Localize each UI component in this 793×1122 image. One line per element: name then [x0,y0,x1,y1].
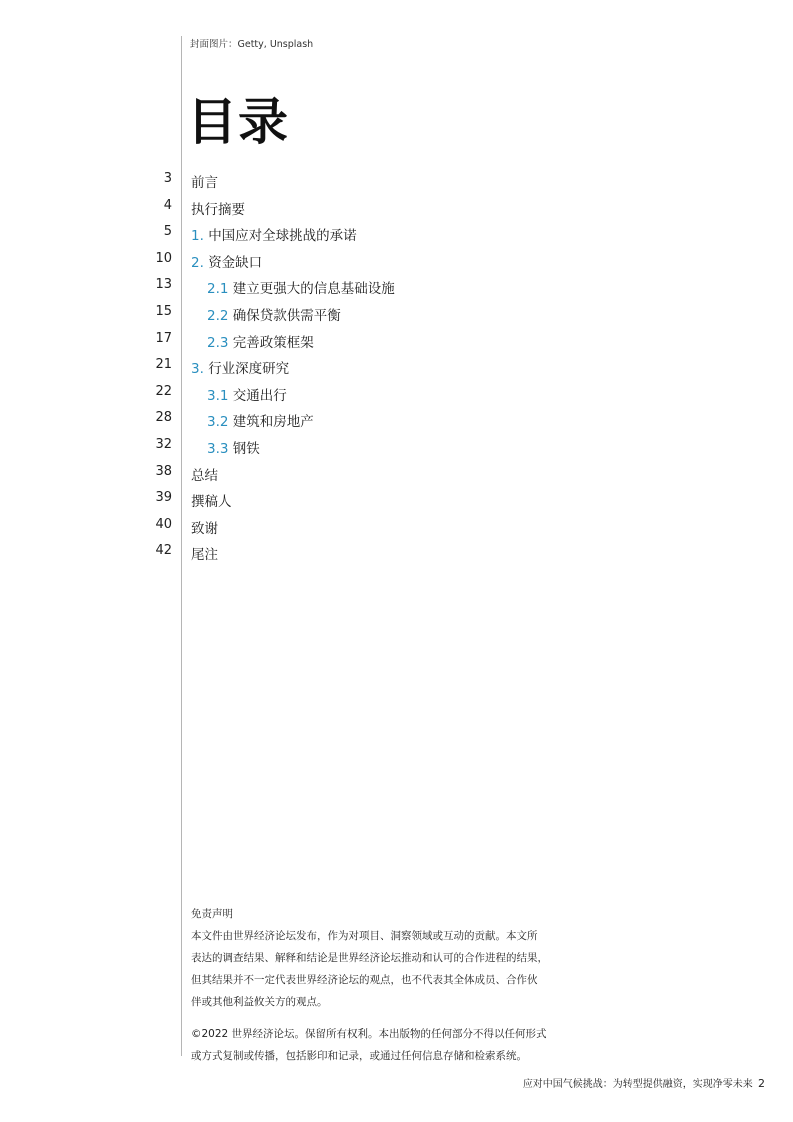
toc-item[interactable] [0,434,793,461]
toc-page-number: 5 [163,224,172,240]
toc-entry[interactable] [191,464,218,484]
toc-entry[interactable] [191,171,218,191]
cover-credit: 封面图片：Getty, Unsplash [190,39,314,50]
toc-page-number: 42 [155,543,172,559]
toc-item[interactable] [0,540,793,567]
toc-label: 建立更强大的信息基础设施 [232,281,395,298]
disclaimer-line: 但其结果并不一定代表世界经济论坛的观点，也不代表其全体成员、合作伙 [191,974,538,986]
table-of-contents [0,168,793,567]
disclaimer-heading: 免责声明 [191,908,233,920]
toc-item[interactable] [0,381,793,408]
toc-entry[interactable] [191,198,245,218]
toc-entry[interactable] [191,224,357,244]
toc-entry[interactable] [207,277,395,297]
toc-label: 致谢 [191,520,218,537]
toc-label: 确保贷款供需平衡 [232,307,341,324]
toc-label: 前言 [191,175,218,191]
toc-entry[interactable] [207,437,260,457]
toc-section-number: 3.3 [207,440,229,457]
page-footer [523,1075,765,1090]
disclaimer-line: 伴或其他利益攸关方的观点。 [191,996,328,1008]
toc-item[interactable] [0,248,793,275]
toc-item[interactable] [0,274,793,301]
toc-section-number: 2.2 [207,307,229,324]
toc-label: 建筑和房地产 [232,414,314,431]
toc-item[interactable] [0,461,793,488]
toc-label: 中国应对全球挑战的承诺 [208,228,357,245]
toc-page-number: 17 [155,330,172,346]
toc-page-number: 22 [155,383,172,399]
toc-label: 钢铁 [232,440,260,457]
toc-page-number: 10 [155,250,172,266]
toc-page-number: 38 [155,463,172,479]
toc-section-number: 3.2 [207,414,229,431]
toc-section-number: 2.1 [207,281,229,298]
toc-section-number: 3. [191,361,204,378]
toc-item[interactable] [0,168,793,195]
toc-label: 行业深度研究 [208,361,290,378]
disclaimer [191,903,561,1067]
toc-item[interactable] [0,487,793,514]
toc-label: 尾注 [191,547,218,564]
toc-entry[interactable] [191,517,218,537]
toc-label: 资金缺口 [208,254,263,271]
toc-page-number: 40 [155,516,172,532]
copyright-line: ©2022 世界经济论坛。保留所有权利。本出版物的任何部分不得以任何形式 [191,1028,547,1040]
toc-page-number: 39 [155,490,172,506]
toc-page-number: 28 [155,410,172,426]
disclaimer-line: 本文件由世界经济论坛发布，作为对项目、洞察领域或互动的贡献。本文所 [191,930,538,942]
toc-page-number: 21 [155,357,172,373]
toc-section-number: 2.3 [207,334,229,351]
toc-item[interactable] [0,514,793,541]
paragraph-gap [191,1013,561,1023]
toc-label: 完善政策框架 [232,334,314,351]
toc-item[interactable] [0,328,793,355]
copyright-line: 或方式复制或传播，包括影印和记录，或通过任何信息存储和检索系统。 [191,1050,527,1062]
toc-label: 执行摘要 [191,201,245,218]
toc-item[interactable] [0,301,793,328]
page-title: 目录 [187,92,289,151]
toc-page-number: 32 [155,436,172,452]
disclaimer-line: 表达的调查结果、解释和结论是世界经济论坛推动和认可的合作进程的结果， [191,952,548,964]
toc-item[interactable] [0,221,793,248]
toc-page-number: 15 [155,303,172,319]
toc-item[interactable] [0,354,793,381]
toc-page-number: 4 [163,197,172,213]
toc-entry[interactable] [191,543,218,563]
toc-label: 总结 [191,467,218,484]
toc-item[interactable] [0,195,793,222]
toc-label: 交通出行 [232,387,287,404]
toc-section-number: 3.1 [207,387,229,404]
toc-entry[interactable] [207,304,341,324]
toc-entry[interactable] [207,384,287,404]
toc-section-number: 2. [191,254,204,271]
toc-item[interactable] [0,407,793,434]
toc-entry[interactable] [207,410,314,430]
toc-entry[interactable] [207,331,314,351]
toc-page-number: 3 [163,171,172,186]
toc-label: 撰稿人 [191,494,232,511]
footer-title: 应对中国气候挑战：为转型提供融资，实现净零未来 [522,1079,753,1090]
toc-section-number: 1. [191,228,204,245]
toc-entry[interactable] [191,357,289,377]
toc-entry[interactable] [191,251,262,271]
toc-page-number: 13 [155,277,172,293]
page-number: 2 [758,1077,765,1090]
toc-entry[interactable] [191,490,232,510]
